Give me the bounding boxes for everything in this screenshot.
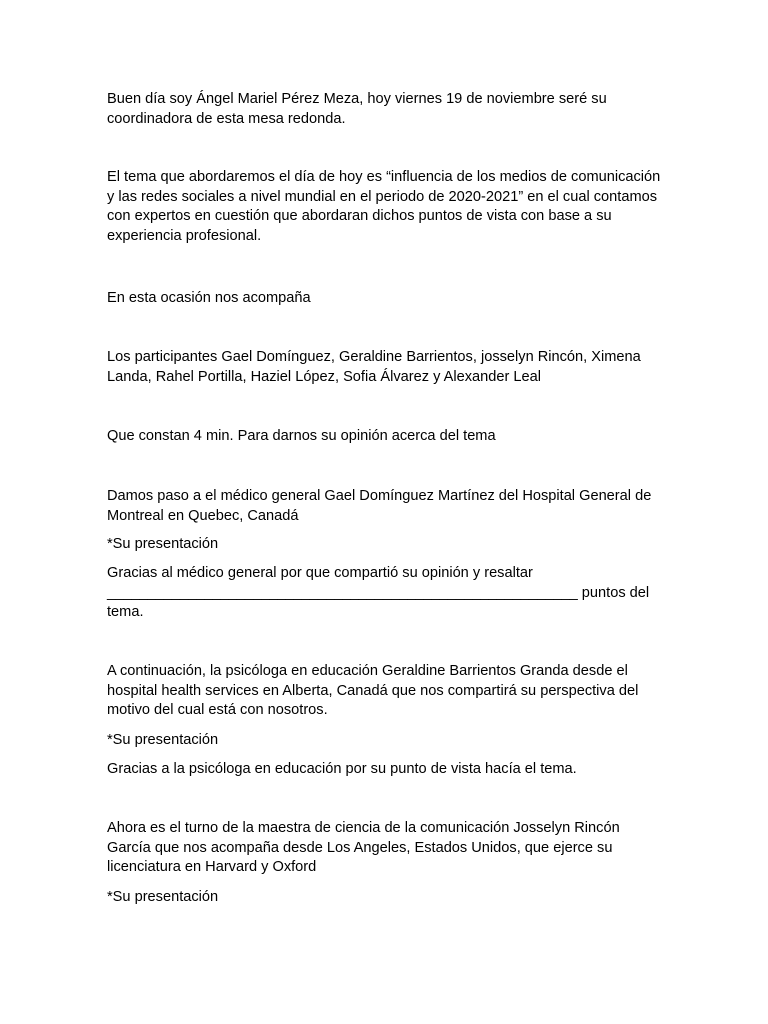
third-speaker-paragraph: Ahora es el turno de la maestra de ciencia de la comunicación Josselyn Rincón García que nos acompaña desde Los Angeles, Estados Unidos, que ejerce su licenciatura en Harvard y Oxford	[107, 820, 620, 876]
presentation-note-2: *Su presentación	[107, 732, 219, 748]
presentation-note-1: *Su presentación	[107, 536, 219, 552]
time-paragraph: Que constan 4 min. Para darnos su opinión acerca del tema	[107, 428, 496, 444]
thanks-medico-paragraph: Gracias al médico general por que compartió su opinión y resaltar __________________________________________________________ puntos del tema.	[107, 565, 650, 621]
greeting-paragraph: Buen día soy Ángel Mariel Pérez Meza, hoy viernes 19 de noviembre seré su coordinadora de esta mesa redonda.	[107, 91, 607, 127]
participants-paragraph: Los participantes Gael Domínguez, Geraldine Barrientos, josselyn Rincón, Ximena Landa, Rahel Portilla, Haziel López, Sofia Álvarez y Alexander Leal	[107, 349, 641, 385]
second-speaker-paragraph: A continuación, la psicóloga en educación Geraldine Barrientos Granda desde el hospital health services en Alberta, Canadá que nos compartirá su perspectiva del motivo del cual está con nosotros.	[107, 663, 639, 719]
accompaniment-paragraph: En esta ocasión nos acompaña	[107, 290, 311, 306]
first-speaker-paragraph: Damos paso a el médico general Gael Domínguez Martínez del Hospital General de Montreal en Quebec, Canadá	[107, 488, 652, 524]
topic-paragraph: El tema que abordaremos el día de hoy es “influencia de los medios de comunicación y las redes sociales a nivel mundial en el periodo de 2020-2021” en el cual contamos con expertos en cuestión que abordaran dichos puntos de vista con base a su experiencia profesional.	[107, 169, 661, 245]
thanks-psicologa-paragraph: Gracias a la psicóloga en educación por su punto de vista hacía el tema.	[107, 761, 577, 777]
presentation-note-3: *Su presentación	[107, 889, 219, 905]
